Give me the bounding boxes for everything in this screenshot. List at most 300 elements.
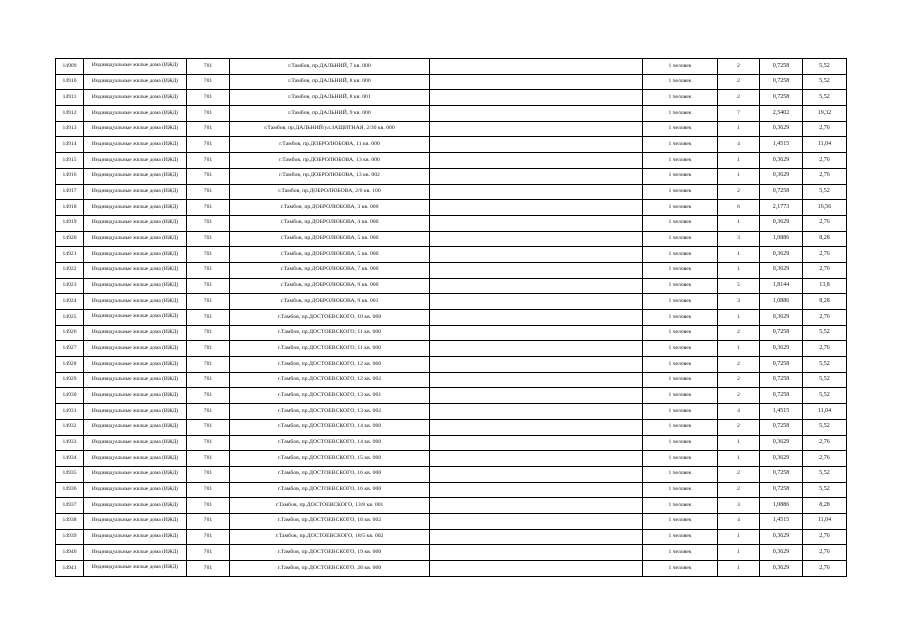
amount-cell: 11,04 (803, 137, 847, 153)
amount-cell: 5,52 (803, 184, 847, 200)
table-row (56, 247, 847, 263)
code-cell: 701 (187, 451, 230, 467)
table-row (56, 168, 847, 184)
address-cell: г.Тамбов, пр.ДОБРОЛЮБОВА, 9 кв. 001 (230, 294, 430, 310)
table-row (56, 372, 847, 388)
housing-type-cell: Индивидуальные жилые дома (ИЖД) (84, 278, 187, 294)
record-id-cell: 14925 (56, 310, 84, 326)
coefficient-cell: 1,4515 (760, 513, 803, 529)
note-cell (430, 482, 643, 498)
code-cell: 701 (187, 137, 230, 153)
count-cell: 2 (718, 357, 760, 373)
code-cell: 701 (187, 419, 230, 435)
coefficient-cell: 0,7258 (760, 59, 803, 75)
amount-cell: 2,76 (803, 561, 847, 577)
address-cell: г.Тамбов, пр.ДОСТОЕВСКОГО, 28 кв. 000 (230, 561, 430, 577)
unit-cell: 1 человек (643, 247, 718, 263)
address-cell: г.Тамбов, пр.ДОБРОЛЮБОВА, 11 кв. 000 (230, 137, 430, 153)
table-row (56, 435, 847, 451)
code-cell: 701 (187, 153, 230, 169)
registry-rows (56, 59, 847, 577)
record-id-cell: 14909 (56, 59, 84, 75)
code-cell: 701 (187, 498, 230, 514)
record-id-cell: 14939 (56, 529, 84, 545)
record-id-cell: 14912 (56, 106, 84, 122)
record-id-cell: 14926 (56, 325, 84, 341)
count-cell: 4 (718, 137, 760, 153)
record-id-cell: 14924 (56, 294, 84, 310)
coefficient-cell: 0,7258 (760, 357, 803, 373)
record-id-cell: 14935 (56, 466, 84, 482)
count-cell: 2 (718, 372, 760, 388)
unit-cell: 1 человек (643, 90, 718, 106)
housing-type-cell: Индивидуальные жилые дома (ИЖД) (84, 466, 187, 482)
address-cell: г.Тамбов, пр.ДОСТОЕВСКОГО, 19 кв. 000 (230, 545, 430, 561)
code-cell: 701 (187, 561, 230, 577)
address-cell: г.Тамбов, пр.ДАЛЬНИЙ, 8 кв. 001 (230, 90, 430, 106)
address-cell: г.Тамбов, пр.ДОСТОЕВСКОГО, 14 кв. 000 (230, 435, 430, 451)
table-row (56, 200, 847, 216)
housing-type-cell: Индивидуальные жилые дома (ИЖД) (84, 545, 187, 561)
code-cell: 701 (187, 435, 230, 451)
code-cell: 701 (187, 200, 230, 216)
coefficient-cell: 0,3629 (760, 262, 803, 278)
count-cell: 1 (718, 451, 760, 467)
amount-cell: 2,76 (803, 121, 847, 137)
housing-type-cell: Индивидуальные жилые дома (ИЖД) (84, 59, 187, 75)
unit-cell: 1 человек (643, 59, 718, 75)
table-row (56, 561, 847, 577)
code-cell: 701 (187, 466, 230, 482)
record-id-cell: 14916 (56, 168, 84, 184)
code-cell: 701 (187, 294, 230, 310)
code-cell: 701 (187, 325, 230, 341)
amount-cell: 2,76 (803, 215, 847, 231)
address-cell: г.Тамбов, пр.ДОСТОЕВСКОГО, 14 кв. 000 (230, 419, 430, 435)
table-row (56, 184, 847, 200)
amount-cell: 2,76 (803, 153, 847, 169)
housing-type-cell: Индивидуальные жилые дома (ИЖД) (84, 231, 187, 247)
code-cell: 701 (187, 59, 230, 75)
unit-cell: 1 человек (643, 231, 718, 247)
housing-type-cell: Индивидуальные жилые дома (ИЖД) (84, 451, 187, 467)
record-id-cell: 14914 (56, 137, 84, 153)
count-cell: 3 (718, 231, 760, 247)
address-cell: г.Тамбов, пр.ДОСТОЕВСКОГО, 12 кв. 000 (230, 357, 430, 373)
record-id-cell: 14934 (56, 451, 84, 467)
note-cell (430, 372, 643, 388)
address-cell: г.Тамбов, пр.ДОСТОЕВСКОГО, 18 кв. 002 (230, 513, 430, 529)
count-cell: 1 (718, 529, 760, 545)
housing-type-cell: Индивидуальные жилые дома (ИЖД) (84, 168, 187, 184)
coefficient-cell: 0,3629 (760, 168, 803, 184)
registry-table (55, 58, 847, 577)
amount-cell: 5,52 (803, 59, 847, 75)
table-row (56, 215, 847, 231)
unit-cell: 1 человек (643, 200, 718, 216)
note-cell (430, 498, 643, 514)
housing-type-cell: Индивидуальные жилые дома (ИЖД) (84, 341, 187, 357)
address-cell: г.Тамбов, пр.ДОСТОЕВСКОГО, 18/5 кв. 002 (230, 529, 430, 545)
table-row (56, 262, 847, 278)
unit-cell: 1 человек (643, 325, 718, 341)
count-cell: 1 (718, 435, 760, 451)
code-cell: 701 (187, 341, 230, 357)
coefficient-cell: 1,4515 (760, 404, 803, 420)
housing-type-cell: Индивидуальные жилые дома (ИЖД) (84, 74, 187, 90)
unit-cell: 1 человек (643, 310, 718, 326)
address-cell: г.Тамбов, пр.ДОБРОЛЮБОВА, 5 кв. 000 (230, 231, 430, 247)
count-cell: 7 (718, 106, 760, 122)
amount-cell: 5,52 (803, 357, 847, 373)
amount-cell: 2,76 (803, 529, 847, 545)
coefficient-cell: 0,3629 (760, 561, 803, 577)
unit-cell: 1 человек (643, 184, 718, 200)
address-cell: г.Тамбов, пр.ДОСТОЕВСКОГО, 12 кв. 002 (230, 372, 430, 388)
table-row (56, 388, 847, 404)
unit-cell: 1 человек (643, 419, 718, 435)
table-row (56, 153, 847, 169)
count-cell: 2 (718, 90, 760, 106)
note-cell (430, 513, 643, 529)
table-row (56, 451, 847, 467)
address-cell: г.Тамбов, пр.ДОБРОЛЮБОВА, 3 кв. 000 (230, 200, 430, 216)
address-cell: г.Тамбов, пр.ДАЛЬНИЙ/ул.ЗАЩИТНАЯ, 2/30 кв. 000 (230, 121, 430, 137)
record-id-cell: 14927 (56, 341, 84, 357)
address-cell: г.Тамбов, пр.ДОСТОЕВСКОГО, 10 кв. 000 (230, 310, 430, 326)
note-cell (430, 294, 643, 310)
note-cell (430, 278, 643, 294)
note-cell (430, 215, 643, 231)
count-cell: 1 (718, 341, 760, 357)
coefficient-cell: 1,8144 (760, 278, 803, 294)
housing-type-cell: Индивидуальные жилые дома (ИЖД) (84, 294, 187, 310)
unit-cell: 1 человек (643, 357, 718, 373)
note-cell (430, 106, 643, 122)
record-id-cell: 14933 (56, 435, 84, 451)
housing-type-cell: Индивидуальные жилые дома (ИЖД) (84, 200, 187, 216)
count-cell: 2 (718, 325, 760, 341)
table-row (56, 529, 847, 545)
address-cell: г.Тамбов, пр.ДАЛЬНИЙ, 8 кв. 000 (230, 74, 430, 90)
record-id-cell: 14920 (56, 231, 84, 247)
code-cell: 701 (187, 513, 230, 529)
code-cell: 701 (187, 215, 230, 231)
address-cell: г.Тамбов, пр.ДОСТОЕВСКОГО, 16 кв. 000 (230, 482, 430, 498)
code-cell: 701 (187, 231, 230, 247)
unit-cell: 1 человек (643, 513, 718, 529)
note-cell (430, 184, 643, 200)
unit-cell: 1 человек (643, 466, 718, 482)
address-cell: г.Тамбов, пр.ДАЛЬНИЙ, 9 кв. 000 (230, 106, 430, 122)
address-cell: г.Тамбов, пр.ДОБРОЛЮБОВА, 7 кв. 000 (230, 262, 430, 278)
table-row (56, 325, 847, 341)
count-cell: 2 (718, 59, 760, 75)
coefficient-cell: 1,0886 (760, 231, 803, 247)
amount-cell: 13,8 (803, 278, 847, 294)
housing-type-cell: Индивидуальные жилые дома (ИЖД) (84, 215, 187, 231)
housing-type-cell: Индивидуальные жилые дома (ИЖД) (84, 419, 187, 435)
coefficient-cell: 0,3629 (760, 341, 803, 357)
coefficient-cell: 0,3629 (760, 153, 803, 169)
record-id-cell: 14913 (56, 121, 84, 137)
count-cell: 6 (718, 200, 760, 216)
unit-cell: 1 человек (643, 74, 718, 90)
unit-cell: 1 человек (643, 153, 718, 169)
record-id-cell: 14910 (56, 74, 84, 90)
coefficient-cell: 2,5402 (760, 106, 803, 122)
housing-type-cell: Индивидуальные жилые дома (ИЖД) (84, 247, 187, 263)
note-cell (430, 90, 643, 106)
count-cell: 1 (718, 247, 760, 263)
note-cell (430, 404, 643, 420)
housing-type-cell: Индивидуальные жилые дома (ИЖД) (84, 561, 187, 577)
amount-cell: 2,76 (803, 247, 847, 263)
table-row (56, 482, 847, 498)
note-cell (430, 247, 643, 263)
unit-cell: 1 человек (643, 341, 718, 357)
note-cell (430, 341, 643, 357)
record-id-cell: 14930 (56, 388, 84, 404)
table-row (56, 137, 847, 153)
housing-type-cell: Индивидуальные жилые дома (ИЖД) (84, 372, 187, 388)
unit-cell: 1 человек (643, 435, 718, 451)
record-id-cell: 14937 (56, 498, 84, 514)
housing-type-cell: Индивидуальные жилые дома (ИЖД) (84, 90, 187, 106)
amount-cell: 2,76 (803, 341, 847, 357)
note-cell (430, 74, 643, 90)
table-row (56, 294, 847, 310)
record-id-cell: 14931 (56, 404, 84, 420)
amount-cell: 8,28 (803, 231, 847, 247)
count-cell: 1 (718, 121, 760, 137)
record-id-cell: 14938 (56, 513, 84, 529)
unit-cell: 1 человек (643, 262, 718, 278)
coefficient-cell: 0,3629 (760, 435, 803, 451)
record-id-cell: 14911 (56, 90, 84, 106)
code-cell: 701 (187, 106, 230, 122)
table-row (56, 121, 847, 137)
coefficient-cell: 0,7258 (760, 466, 803, 482)
housing-type-cell: Индивидуальные жилые дома (ИЖД) (84, 529, 187, 545)
unit-cell: 1 человек (643, 121, 718, 137)
coefficient-cell: 0,7258 (760, 372, 803, 388)
amount-cell: 2,76 (803, 262, 847, 278)
address-cell: г.Тамбов, пр.ДОБРОЛЮБОВА, 13 кв. 000 (230, 153, 430, 169)
amount-cell: 11,04 (803, 404, 847, 420)
amount-cell: 5,52 (803, 325, 847, 341)
record-id-cell: 14921 (56, 247, 84, 263)
count-cell: 1 (718, 215, 760, 231)
code-cell: 701 (187, 247, 230, 263)
address-cell: г.Тамбов, пр.ДОБРОЛЮБОВА, 13 кв. 002 (230, 168, 430, 184)
amount-cell: 2,76 (803, 451, 847, 467)
record-id-cell: 14929 (56, 372, 84, 388)
coefficient-cell: 0,3629 (760, 310, 803, 326)
code-cell: 701 (187, 404, 230, 420)
housing-type-cell: Индивидуальные жилые дома (ИЖД) (84, 262, 187, 278)
amount-cell: 19,32 (803, 106, 847, 122)
note-cell (430, 451, 643, 467)
record-id-cell: 14922 (56, 262, 84, 278)
housing-type-cell: Индивидуальные жилые дома (ИЖД) (84, 404, 187, 420)
note-cell (430, 388, 643, 404)
note-cell (430, 200, 643, 216)
code-cell: 701 (187, 310, 230, 326)
amount-cell: 8,28 (803, 294, 847, 310)
note-cell (430, 357, 643, 373)
code-cell: 701 (187, 90, 230, 106)
unit-cell: 1 человек (643, 215, 718, 231)
coefficient-cell: 0,7258 (760, 419, 803, 435)
address-cell: г.Тамбов, пр.ДОБРОЛЮБОВА, 2/6 кв. 100 (230, 184, 430, 200)
note-cell (430, 121, 643, 137)
count-cell: 2 (718, 419, 760, 435)
coefficient-cell: 0,3629 (760, 215, 803, 231)
count-cell: 4 (718, 404, 760, 420)
code-cell: 701 (187, 357, 230, 373)
table-row (56, 90, 847, 106)
housing-type-cell: Индивидуальные жилые дома (ИЖД) (84, 498, 187, 514)
amount-cell: 2,76 (803, 310, 847, 326)
coefficient-cell: 2,1773 (760, 200, 803, 216)
note-cell (430, 325, 643, 341)
count-cell: 1 (718, 310, 760, 326)
table-row (56, 59, 847, 75)
address-cell: г.Тамбов, пр.ДОБРОЛЮБОВА, 5 кв. 000 (230, 247, 430, 263)
housing-type-cell: Индивидуальные жилые дома (ИЖД) (84, 184, 187, 200)
housing-type-cell: Индивидуальные жилые дома (ИЖД) (84, 357, 187, 373)
count-cell: 1 (718, 262, 760, 278)
coefficient-cell: 0,7258 (760, 482, 803, 498)
record-id-cell: 14928 (56, 357, 84, 373)
coefficient-cell: 0,3629 (760, 451, 803, 467)
count-cell: 1 (718, 168, 760, 184)
note-cell (430, 529, 643, 545)
amount-cell: 8,28 (803, 498, 847, 514)
code-cell: 701 (187, 168, 230, 184)
note-cell (430, 435, 643, 451)
note-cell (430, 168, 643, 184)
count-cell: 2 (718, 184, 760, 200)
record-id-cell: 14918 (56, 200, 84, 216)
housing-type-cell: Индивидуальные жилые дома (ИЖД) (84, 325, 187, 341)
code-cell: 701 (187, 529, 230, 545)
count-cell: 2 (718, 388, 760, 404)
table-row (56, 341, 847, 357)
address-cell: г.Тамбов, пр.ДОСТОЕВСКОГО, 13 кв. 002 (230, 404, 430, 420)
unit-cell: 1 человек (643, 137, 718, 153)
coefficient-cell: 0,3629 (760, 247, 803, 263)
code-cell: 701 (187, 121, 230, 137)
amount-cell: 16,56 (803, 200, 847, 216)
note-cell (430, 59, 643, 75)
housing-type-cell: Индивидуальные жилые дома (ИЖД) (84, 106, 187, 122)
housing-type-cell: Индивидуальные жилые дома (ИЖД) (84, 513, 187, 529)
housing-type-cell: Индивидуальные жилые дома (ИЖД) (84, 310, 187, 326)
note-cell (430, 310, 643, 326)
address-cell: г.Тамбов, пр.ДОСТОЕВСКОГО, 11 кв. 000 (230, 325, 430, 341)
coefficient-cell: 0,3629 (760, 545, 803, 561)
table-row (56, 419, 847, 435)
table-row (56, 404, 847, 420)
code-cell: 701 (187, 388, 230, 404)
amount-cell: 5,52 (803, 372, 847, 388)
amount-cell: 11,04 (803, 513, 847, 529)
count-cell: 5 (718, 278, 760, 294)
coefficient-cell: 0,7258 (760, 325, 803, 341)
table-row (56, 357, 847, 373)
coefficient-cell: 1,0886 (760, 498, 803, 514)
count-cell: 2 (718, 74, 760, 90)
code-cell: 701 (187, 184, 230, 200)
count-cell: 3 (718, 294, 760, 310)
count-cell: 2 (718, 482, 760, 498)
unit-cell: 1 человек (643, 278, 718, 294)
unit-cell: 1 человек (643, 529, 718, 545)
code-cell: 701 (187, 545, 230, 561)
note-cell (430, 231, 643, 247)
record-id-cell: 14941 (56, 561, 84, 577)
amount-cell: 2,76 (803, 545, 847, 561)
address-cell: г.Тамбов, пр.ДОСТОЕВСКОГО, 13/8 кв. 001 (230, 498, 430, 514)
note-cell (430, 137, 643, 153)
housing-type-cell: Индивидуальные жилые дома (ИЖД) (84, 435, 187, 451)
note-cell (430, 262, 643, 278)
unit-cell: 1 человек (643, 294, 718, 310)
count-cell: 4 (718, 513, 760, 529)
amount-cell: 5,52 (803, 482, 847, 498)
address-cell: г.Тамбов, пр.ДОСТОЕВСКОГО, 13 кв. 001 (230, 388, 430, 404)
record-id-cell: 14936 (56, 482, 84, 498)
coefficient-cell: 0,7258 (760, 74, 803, 90)
note-cell (430, 419, 643, 435)
amount-cell: 5,52 (803, 388, 847, 404)
code-cell: 701 (187, 262, 230, 278)
record-id-cell: 14917 (56, 184, 84, 200)
address-cell: г.Тамбов, пр.ДОСТОЕВСКОГО, 11 кв. 000 (230, 341, 430, 357)
record-id-cell: 14919 (56, 215, 84, 231)
coefficient-cell: 0,3629 (760, 529, 803, 545)
table-row (56, 231, 847, 247)
amount-cell: 5,52 (803, 74, 847, 90)
address-cell: г.Тамбов, пр.ДОСТОЕВСКОГО, 16 кв. 000 (230, 466, 430, 482)
unit-cell: 1 человек (643, 404, 718, 420)
table-row (56, 74, 847, 90)
address-cell: г.Тамбов, пр.ДОБРОЛЮБОВА, 9 кв. 000 (230, 278, 430, 294)
record-id-cell: 14940 (56, 545, 84, 561)
unit-cell: 1 человек (643, 482, 718, 498)
housing-type-cell: Индивидуальные жилые дома (ИЖД) (84, 137, 187, 153)
count-cell: 1 (718, 153, 760, 169)
coefficient-cell: 1,0886 (760, 294, 803, 310)
code-cell: 701 (187, 74, 230, 90)
address-cell: г.Тамбов, пр.ДОСТОЕВСКОГО, 15 кв. 000 (230, 451, 430, 467)
record-id-cell: 14923 (56, 278, 84, 294)
coefficient-cell: 1,4515 (760, 137, 803, 153)
coefficient-cell: 0,3629 (760, 121, 803, 137)
note-cell (430, 545, 643, 561)
code-cell: 701 (187, 482, 230, 498)
table-row (56, 466, 847, 482)
coefficient-cell: 0,7258 (760, 90, 803, 106)
count-cell: 3 (718, 498, 760, 514)
unit-cell: 1 человек (643, 106, 718, 122)
housing-type-cell: Индивидуальные жилые дома (ИЖД) (84, 121, 187, 137)
unit-cell: 1 человек (643, 498, 718, 514)
record-id-cell: 14932 (56, 419, 84, 435)
table-row (56, 278, 847, 294)
